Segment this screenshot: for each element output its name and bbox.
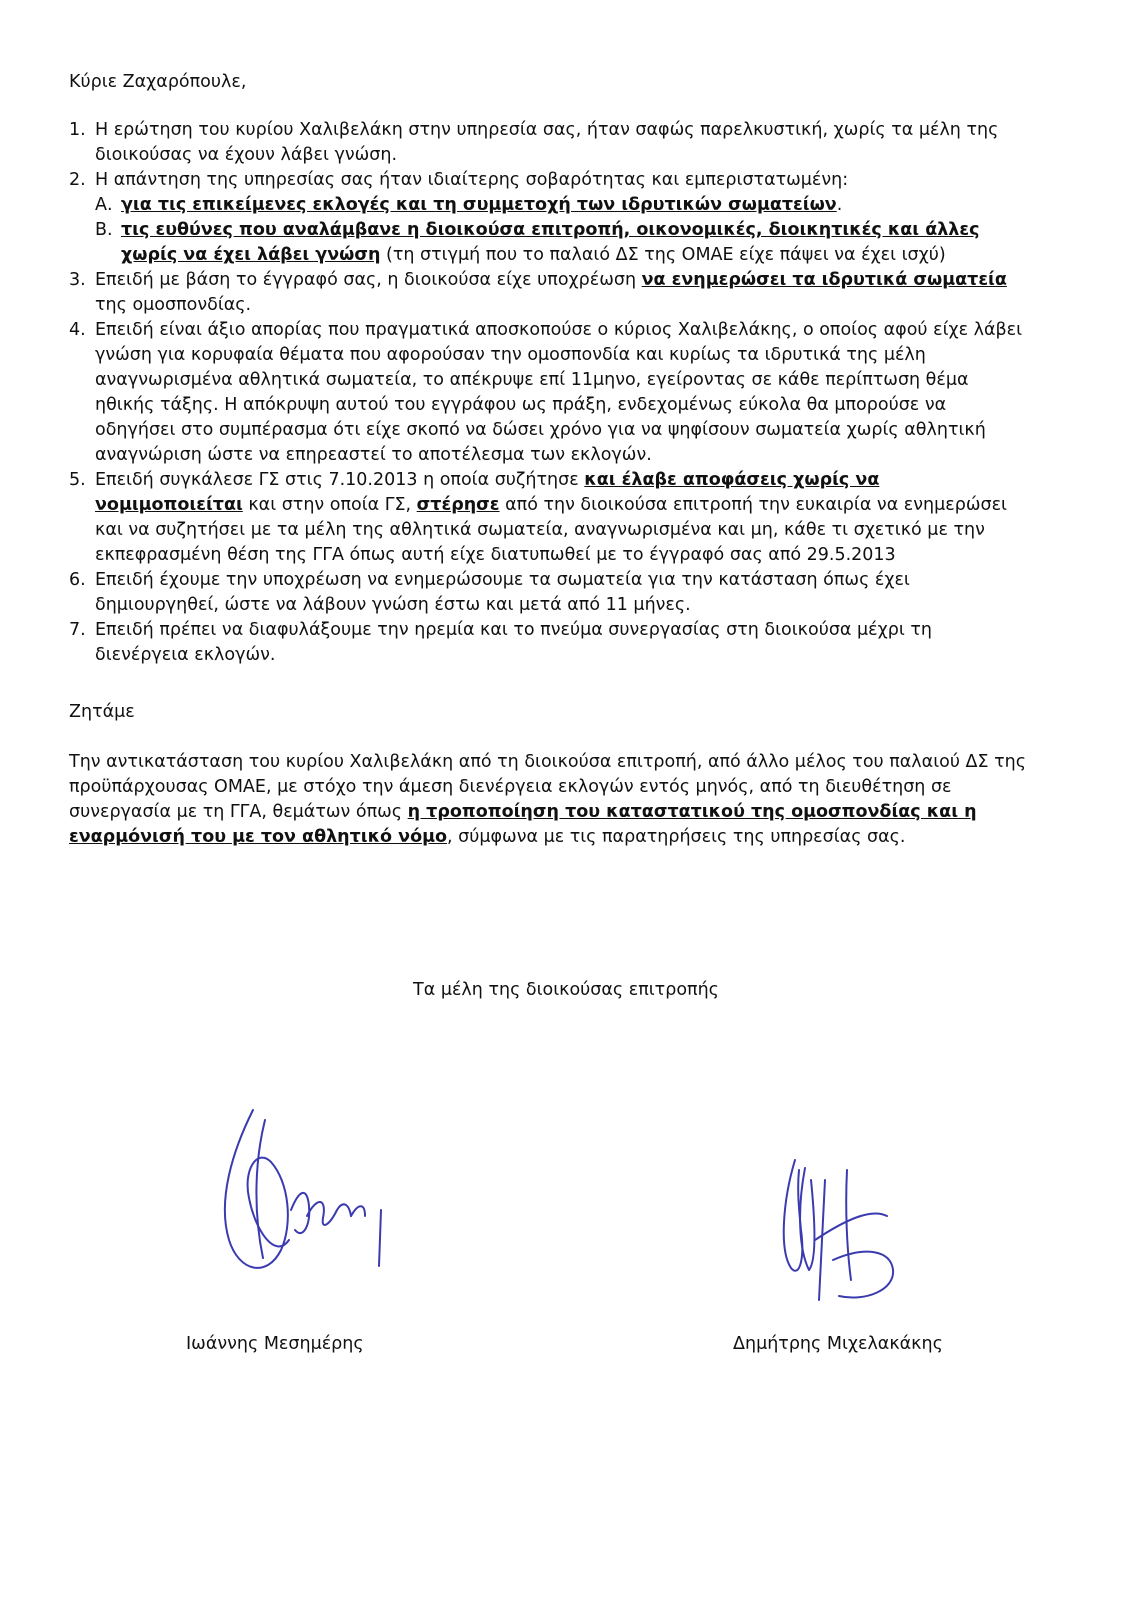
subpoint-number: Β.	[95, 220, 113, 240]
point-line: Επειδή είναι άξιο απορίας που πραγματικά αποσκοπούσε ο κύριος Χαλιβελάκης, ο οποίος αφού είχε λάβει	[95, 320, 1023, 340]
point-line: και να συζητήσει με τα μέλη της αθλητικά σωματεία, αναγνωρισμένα και μη, κάθε τι σχετικό με την	[95, 520, 985, 540]
points-list	[69, 118, 1069, 668]
point-number: 6.	[69, 570, 86, 590]
point-number: 4.	[69, 320, 86, 340]
point-text: (τη στιγμή που το παλαιό ΔΣ της ΟΜΑΕ είχε πάψει να έχει ισχύ)	[380, 245, 946, 265]
signature-1-image	[195, 1090, 395, 1290]
point-number: 1.	[69, 120, 86, 140]
emphasis-text: τις ευθύνες που αναλάμβανε η διοικούσα επιτροπή, οικονομικές, διοικητικές και άλλες	[121, 220, 980, 240]
point-text: και στην οποία ΓΣ,	[242, 495, 417, 515]
emphasis-text: και έλαβε αποφάσεις χωρίς να	[584, 470, 880, 490]
salutation: Κύριε Ζαχαρόπουλε,	[69, 72, 247, 92]
point-2	[69, 168, 1069, 268]
point-3	[69, 268, 1069, 318]
emphasis-text: νομιμοποιείται	[95, 495, 243, 515]
point-7	[69, 618, 1069, 668]
emphasis-text: για τις επικείμενες εκλογές και τη συμμετοχή των ιδρυτικών σωματείων	[121, 195, 837, 215]
emphasis-text: εναρμόνισή του με τον αθλητικό νόμο	[69, 827, 448, 847]
point-text: .	[836, 195, 843, 215]
point-line: γνώση για κορυφαία θέματα που αφορούσαν την ομοσπονδία και κυρίως τα ιδρυτικά της μέλη	[95, 345, 926, 365]
point-line: Η ερώτηση του κυρίου Χαλιβελάκη στην υπηρεσία σας, ήταν σαφώς παρελκυστική, χωρίς τα μέλη της	[95, 120, 999, 140]
subpoint-b	[95, 218, 1069, 268]
request-line: προϋπάρχουσας ΟΜΑΕ, με στόχο την άμεση διενέργεια εκλογών εντός μηνός, από τη διευθέτηση σε	[69, 777, 952, 797]
point-line: ηθικής τάξης. Η απόκρυψη αυτού του εγγράφου ως πράξη, ενδεχομένως εύκολα θα μπορούσε να	[95, 395, 947, 415]
point-number: 5.	[69, 470, 86, 490]
signatory-name-1: Ιωάννης Μεσημέρης	[186, 1334, 364, 1354]
emphasis-text: να ενημερώσει τα ιδρυτικά σωματεία	[641, 270, 1007, 290]
point-number: 7.	[69, 620, 86, 640]
emphasis-text: χωρίς να έχει λάβει γνώση	[121, 245, 381, 265]
request-line: Την αντικατάσταση του κυρίου Χαλιβελάκη από τη διοικούσα επιτροπή, από άλλο μέλος του παλαιού ΔΣ της	[69, 752, 1026, 772]
point-line: οδηγήσει στο συμπέρασμα ότι είχε σκοπό να δώσει χρόνο για να ψηφίσουν σωματεία χωρίς αθλητική	[95, 420, 986, 440]
point-text: Επειδή συγκάλεσε ΓΣ στις 7.10.2013 η οποία συζήτησε	[95, 470, 585, 490]
signature-2-image	[775, 1150, 915, 1320]
point-5	[69, 468, 1069, 568]
subpoint-number: Α.	[95, 195, 113, 215]
subpoint-a	[95, 193, 1069, 218]
point-line: αναγνώριση ώστε να επηρεαστεί το αποτέλεσμα των εκλογών.	[95, 445, 652, 465]
point-line: Η απάντηση της υπηρεσίας σας ήταν ιδιαίτερης σοβαρότητας και εμπεριστατωμένη:	[95, 170, 849, 190]
request-label: Ζητάμε	[69, 702, 135, 722]
members-title: Τα μέλη της διοικούσας επιτροπής	[413, 980, 719, 1000]
signatory-name-2: Δημήτρης Μιχελακάκης	[733, 1334, 943, 1354]
point-line: Επειδή πρέπει να διαφυλάξουμε την ηρεμία και το πνεύμα συνεργασίας στη διοικούσα μέχρι τη	[95, 620, 932, 640]
point-line: εκπεφρασμένη θέση της ΓΓΑ όπως αυτή είχε διατυπωθεί με το έγγραφό σας από 29.5.2013	[95, 545, 896, 565]
request-text: συνεργασία με τη ΓΓΑ, θεμάτων όπως	[69, 802, 408, 822]
point-4	[69, 318, 1069, 468]
point-text: Επειδή με βάση το έγγραφό σας, η διοικούσα είχε υποχρέωση	[95, 270, 642, 290]
point-line: της ομοσπονδίας.	[95, 295, 252, 315]
point-text: από την διοικούσα επιτροπή την ευκαιρία να ενημερώσει	[499, 495, 1007, 515]
point-line: διοικούσας να έχουν λάβει γνώση.	[95, 145, 398, 165]
point-line: αναγνωρισμένα αθλητικά σωματεία, το απέκρυψε επί 11μηνο, εγείροντας σε κάθε περίπτωση θέμα	[95, 370, 969, 390]
emphasis-text: στέρησε	[416, 495, 500, 515]
point-6	[69, 568, 1069, 618]
point-line: Επειδή έχουμε την υποχρέωση να ενημερώσουμε τα σωματεία για την κατάσταση όπως έχει	[95, 570, 910, 590]
request-paragraph	[69, 750, 1069, 850]
point-line: δημιουργηθεί, ώστε να λάβουν γνώση έστω και μετά από 11 μήνες.	[95, 595, 691, 615]
request-text: , σύμφωνα με τις παρατηρήσεις της υπηρεσίας σας.	[447, 827, 906, 847]
emphasis-text: η τροποποίηση του καταστατικού της ομοσπονδίας και η	[407, 802, 977, 822]
point-1	[69, 118, 1069, 168]
point-line: διενέργεια εκλογών.	[95, 645, 276, 665]
point-number: 3.	[69, 270, 86, 290]
point-number: 2.	[69, 170, 86, 190]
